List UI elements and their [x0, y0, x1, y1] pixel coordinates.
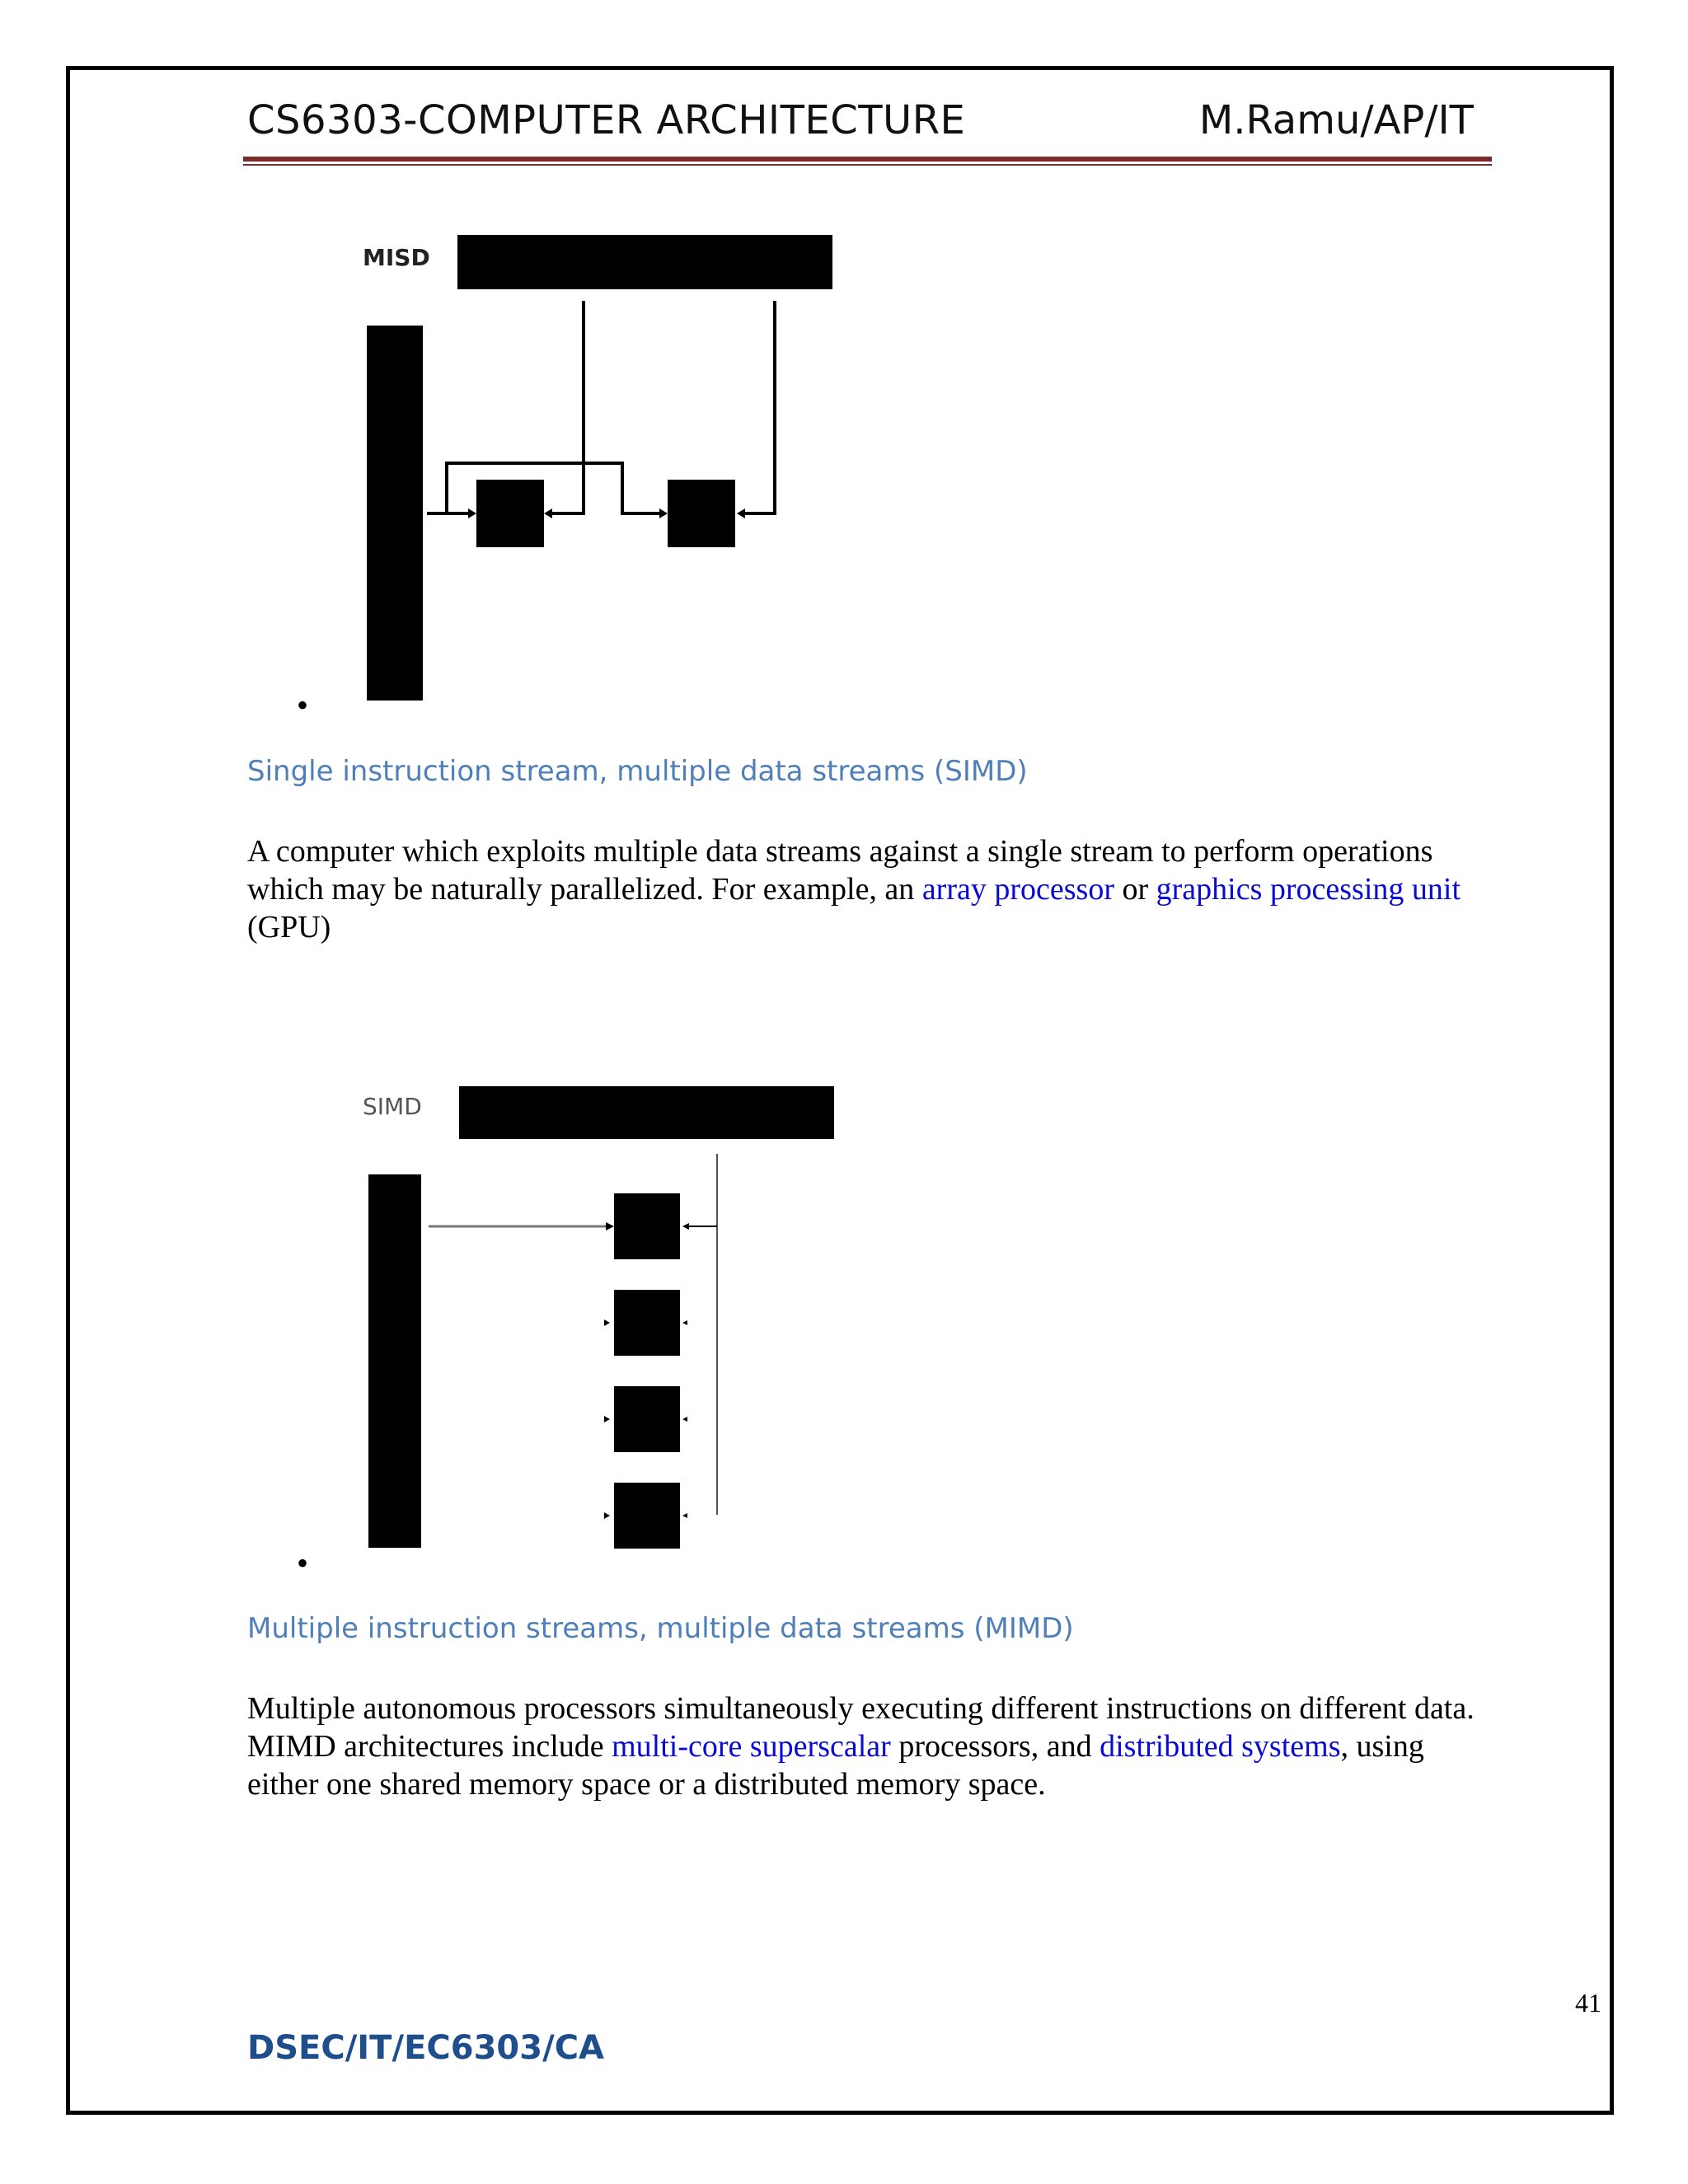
misd-label: MISD [363, 244, 430, 271]
simd-pu-3 [614, 1386, 680, 1452]
mimd-heading: Multiple instruction streams, multiple data streams (MIMD) [247, 1612, 1074, 1645]
simd-heading: Single instruction stream, multiple data streams (SIMD) [247, 755, 1028, 788]
bullet-2: • [297, 1544, 309, 1582]
link-distributed-systems[interactable]: distributed systems [1100, 1729, 1341, 1764]
mimd-text-3: , using either one shared memory space or a distributed memory space. [247, 1729, 1424, 1802]
bullet-1: • [297, 687, 309, 724]
simd-instruction-pool [459, 1086, 834, 1139]
header-rule-thin [243, 164, 1492, 166]
simd-pu-4 [614, 1483, 680, 1549]
simd-data-pool [368, 1174, 421, 1548]
simd-pu-2 [614, 1290, 680, 1356]
misd-pu-1 [476, 480, 544, 547]
link-array-processor[interactable]: array processor [921, 872, 1114, 907]
simd-label: SIMD [363, 1093, 422, 1120]
misd-data-pool [367, 326, 423, 701]
misd-pu-2 [668, 480, 735, 547]
simd-text-3: (GPU) [247, 910, 331, 944]
mimd-paragraph [247, 1690, 1500, 1803]
link-multi-core-superscalar[interactable]: multi-core superscalar [612, 1729, 891, 1764]
header-rule [243, 157, 1492, 162]
simd-paragraph [247, 832, 1500, 946]
footer-code: DSEC/IT/EC6303/CA [247, 2029, 605, 2067]
document-author: M.Ramu/AP/IT [1198, 97, 1474, 143]
page-number: 41 [1575, 1988, 1601, 2018]
mimd-text-2: processors, and [890, 1729, 1100, 1764]
mimd-text-1: Multiple autonomous processors simultaneously executing different instructions on different data. MIMD architectures include [247, 1691, 1475, 1764]
simd-diagram [346, 1080, 882, 1558]
simd-text-1: A computer which exploits multiple data streams against a single stream to perform operations which may be naturally parallelized. For example, an [247, 834, 1433, 907]
misd-instruction-pool [457, 235, 832, 289]
link-graphics-processing-unit[interactable]: graphics processing unit [1156, 872, 1461, 907]
document-title: CS6303-COMPUTER ARCHITECTURE [247, 97, 966, 143]
simd-text-2: or [1114, 872, 1156, 907]
misd-diagram [346, 223, 882, 717]
simd-pu-1 [614, 1193, 680, 1259]
